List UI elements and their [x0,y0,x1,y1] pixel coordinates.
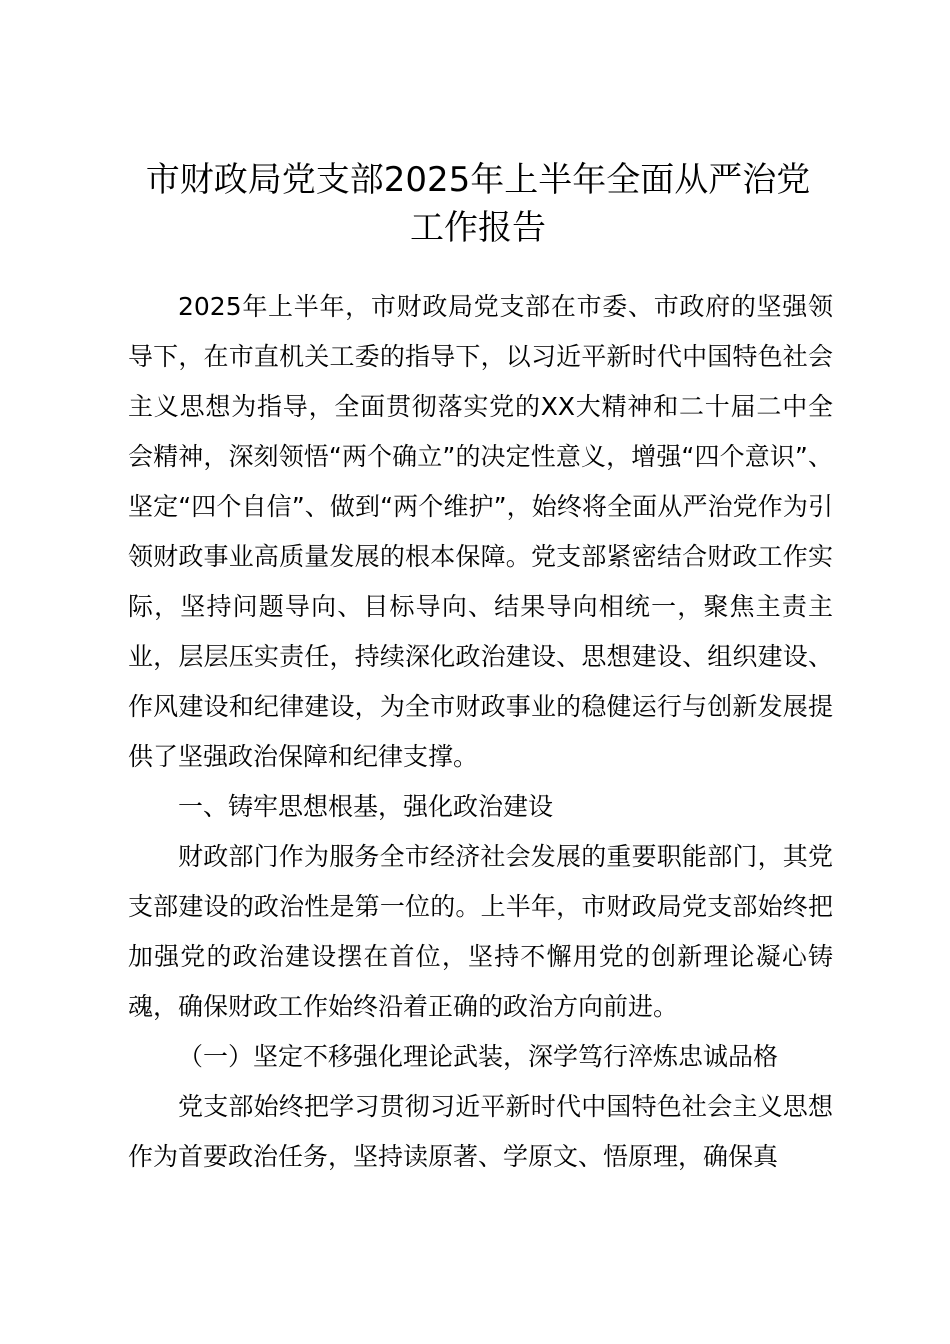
title-line-1: 市财政局党支部2025年上半年全面从严治党 [145,160,811,200]
document-title [118,156,838,252]
section-heading-1: 一、铸牢思想根基，强化政治建设 [178,792,554,821]
title-line-2: 工作报告 [410,208,546,248]
subsection-heading-1: （一）坚定不移强化理论武装，深学笃行淬炼忠诚品格 [178,1042,779,1071]
section-1-paragraph: 财政部门作为服务全市经济社会发展的重要职能部门，其党支部建设的政治性是第一位的。上半年，市财政局党支部始终把加强党的政治建设摆在首位，坚持不懈用党的创新理论凝心铸魂，确保财政工作始终沿着正确的政治方向前进。 [128,842,833,1021]
document-body [128,282,833,1182]
subsection-1-paragraph: 党支部始终把学习贯彻习近平新时代中国特色社会主义思想作为首要政治任务，坚持读原著、学原文、悟原理，确保真 [128,1092,833,1171]
intro-paragraph: 2025年上半年，市财政局党支部在市委、市政府的坚强领导下，在市直机关工委的指导下，以习近平新时代中国特色社会主义思想为指导，全面贯彻落实党的XX大精神和二十届二中全会精神，深刻领悟“两个确立”的决定性意义，增强“四个意识”、坚定“四个自信”、做到“两个维护”，始终将全面从严治党作为引领财政事业高质量发展的根本保障。党支部紧密结合财政工作实际，坚持问题导向、目标导向、结果导向相统一，聚焦主责主业，层层压实责任，持续深化政治建设、思想建设、组织建设、作风建设和纪律建设，为全市财政事业的稳健运行与创新发展提供了坚强政治保障和纪律支撑。 [128,292,833,771]
